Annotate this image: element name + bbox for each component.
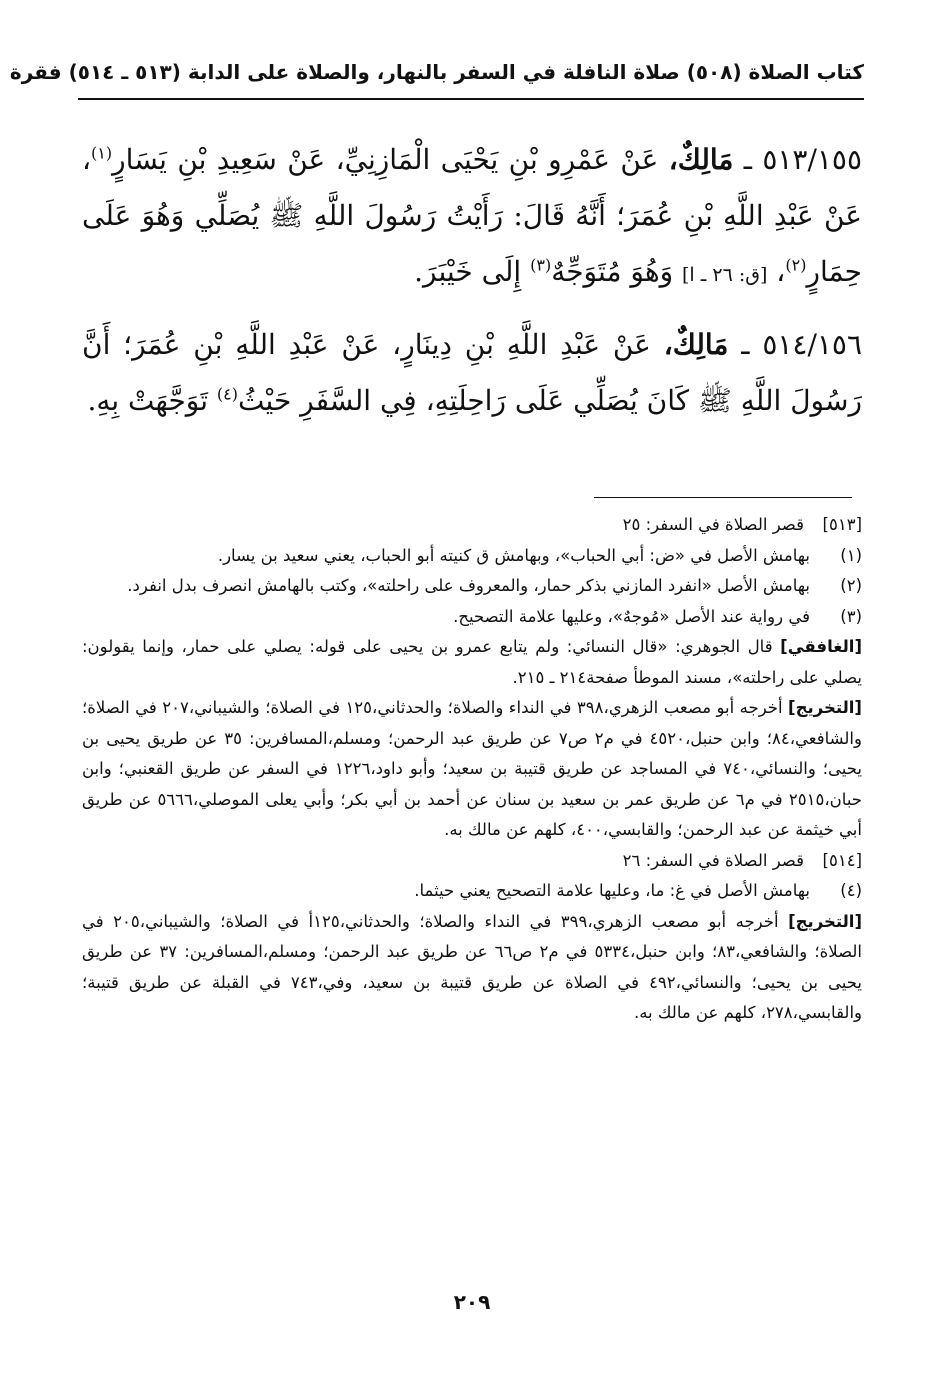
source-ref-513 xyxy=(82,510,862,541)
source-label: [٥١٤] xyxy=(822,850,862,870)
hadith-text: إِلَى خَيْبَرَ. xyxy=(414,255,522,288)
footnote-text: في رواية عند الأصل «مُوجهٌ»، وعليها علامة التصحيح. xyxy=(453,606,810,626)
hadith-513 xyxy=(82,132,862,303)
hadith-text: عَنْ عَبْدِ اللَّهِ بْنِ دِينَارٍ، عَنْ عَبْدِ اللَّهِ بْنِ عُمَرَ؛ أَنَّ رَسُولَ اللَّهِ ﷺ كَانَ يُصَلِّي عَلَى رَاحِلَتِهِ، فِي السَّفَرِ حَيْثُ xyxy=(82,328,862,417)
hadith-text: ، xyxy=(776,255,786,288)
footnote-marker[interactable]: (٤) xyxy=(216,384,239,404)
hadith-text: عَنْ عَمْرِو بْنِ يَحْيَى الْمَازِنِيِّ، عَنْ سَعِيدِ بْنِ يَسَارٍ xyxy=(112,143,659,176)
footnote-2 xyxy=(82,571,862,602)
footnote-marker[interactable]: (١) xyxy=(91,143,113,163)
footnote-3 xyxy=(82,602,862,633)
hadith-text: ، عَنْ عَبْدِ اللَّهِ بْنِ عُمَرَ؛ أَنَّهُ قَالَ: رَأَيْتُ رَسُولَ اللَّهِ ﷺ يُصَلِّي وَهُوَ عَلَى حِمَارٍ xyxy=(82,143,862,288)
source-label: [٥١٣] xyxy=(822,515,862,534)
main-text xyxy=(82,132,862,443)
footnote-text: بهامش الأصل «انفرد المازني بذكر حمار، والمعروف على راحلته»، وكتب بالهامش انصرف بدل انفرد. xyxy=(127,576,810,595)
ghafiqi-note xyxy=(82,632,862,693)
takhrij-514 xyxy=(82,907,862,1029)
footnote-text: بهامش الأصل في «ض: أبي الحباب»، وبهامش ق كنيته أبو الحباب، يعني سعيد بن يسار. xyxy=(217,545,810,565)
footnotes xyxy=(82,510,862,1029)
footnote-label: (٤) xyxy=(840,881,862,900)
section-keyword: [التخريج] xyxy=(788,911,862,931)
source-ref-514 xyxy=(82,846,862,877)
footnote-1 xyxy=(82,541,862,572)
source-text: قصر الصلاة في السفر: ٢٥ xyxy=(622,515,804,534)
section-keyword: [التخريج] xyxy=(788,698,862,717)
hadith-number: ٥١٤/١٥٦ ـ xyxy=(741,328,862,361)
footnote-label: (٣) xyxy=(840,606,862,626)
hadith-narrator: مَالِكٌ، xyxy=(663,328,729,361)
footnote-marker[interactable]: (٢) xyxy=(785,255,807,275)
footnote-label: (١) xyxy=(840,545,862,565)
footnote-text: بهامش الأصل في غ: ما، وعليها علامة التصحيح يعني حيثما. xyxy=(414,881,810,900)
note-text: أخرجه أبو مصعب الزهري،٣٩٨ في النداء والصلاة؛ والحدثاني،١٢٥ في الصلاة؛ والشيباني،٢٠٧ في الصلاة؛ والشافعي،٨٤؛ وابن حنبل،٤٥٢٠ في م٢ ص٧ عن طريق عبد الرحمن؛ ومسلم،المسافرين: ٣٥ عن طريق يحيى بن يحيى؛ والنسائي،٧٤٠ في المساجد عن طريق قتيبة بن سعيد؛ وأبو داود،١٢٢٦ في السفر عن طريق القعنبي؛ وابن حبان،٢٥١٥ في م٦ عن طريق عمر بن سعيد بن سنان عن أحمد بن أبي بكر؛ وأبي يعلى الموصلي،٥٦٦٦ عن طريق أبي خيثمة عن عبد الرحمن؛ والقابسي،٤٠٠، كلهم عن مالك به. xyxy=(82,698,862,839)
header-title: كتاب الصلاة (٥٠٨) صلاة النافلة في السفر بالنهار، والصلاة على الدابة (٥١٣ ـ ٥١٤) فقرة xyxy=(9,60,864,84)
hadith-text: وَهُوَ مُتَوَجِّهٌ xyxy=(551,255,674,288)
note-text: أخرجه أبو مصعب الزهري،٣٩٩ في النداء والصلاة؛ والحدثاني،١٢٥أ في الصلاة؛ والشيباني،٢٠٥ في الصلاة؛ والشافعي،٨٣؛ وابن حنبل،٥٣٣٤ في م٢ ص٦٦ عن طريق عبد الرحمن؛ ومسلم،المسافرين: ٣٧ عن طريق يحيى بن يحيى؛ والنسائي،٤٩٢ في الصلاة عن طريق قتيبة بن سعيد، وفي،٧٤٣ في القبلة عن طريق قتيبة؛ والقابسي،٢٧٨، كلهم عن مالك به. xyxy=(82,911,863,1022)
footnote-marker[interactable]: (٣) xyxy=(530,255,552,275)
hadith-514 xyxy=(82,317,862,429)
hadith-number: ٥١٣/١٥٥ ـ xyxy=(743,143,863,176)
hadith-text: تَوَجَّهَتْ بِهِ. xyxy=(87,384,209,417)
footnote-4 xyxy=(82,876,862,907)
takhrij-513 xyxy=(82,693,862,846)
section-keyword: [الغافقي] xyxy=(780,637,862,656)
hadith-narrator: مَالِكٌ، xyxy=(668,143,734,176)
running-header xyxy=(9,52,864,92)
header-divider xyxy=(78,98,864,100)
source-text: قصر الصلاة في السفر: ٢٦ xyxy=(622,850,804,870)
manuscript-ref: [ق: ٢٦ ـ ا] xyxy=(682,264,768,286)
page-number: ٢٠٩ xyxy=(453,1290,491,1314)
note-text: قال الجوهري: «قال النسائي: ولم يتابع عمرو بن يحيى على قوله: يصلي على حمار، وإنما يقولون: يصلي على راحلته»، مسند الموطأ صفحة٢١٤ ـ ٢١٥. xyxy=(82,637,862,687)
footnote-label: (٢) xyxy=(840,576,862,595)
footnote-divider xyxy=(594,497,852,498)
